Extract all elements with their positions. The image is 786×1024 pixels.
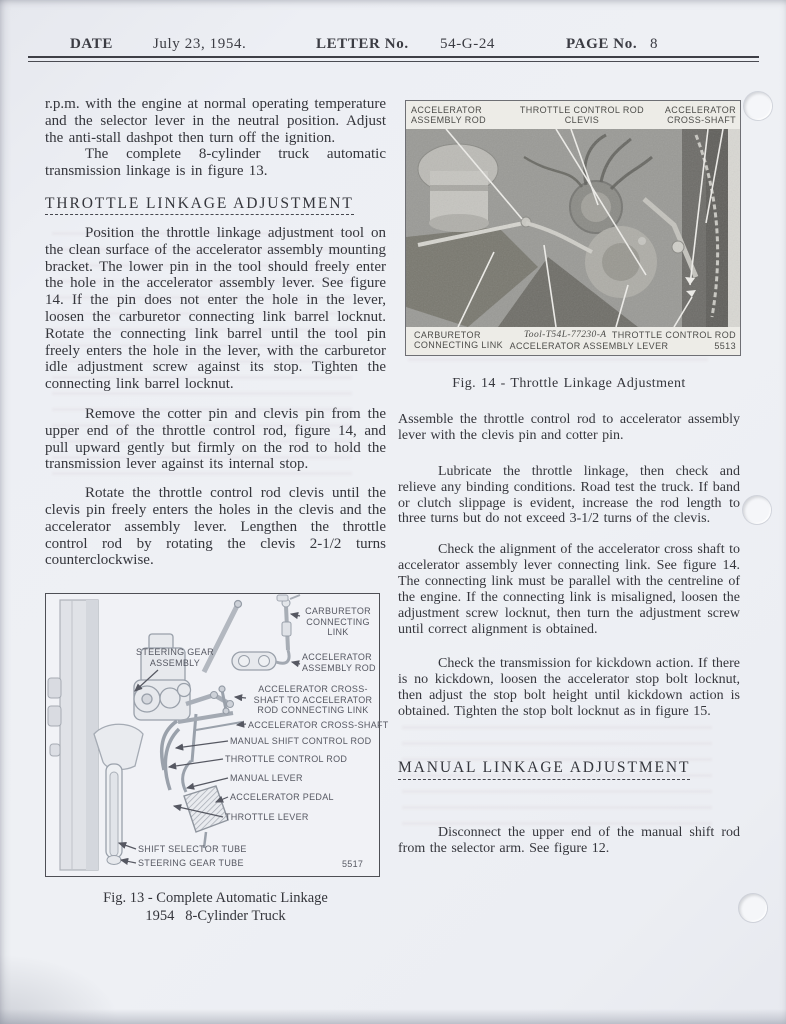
figure-13-diagram [45,593,389,877]
paragraph-disconnect: Disconnect the upper end of the manual shift rod from the selector arm. See figure 12. [398,825,740,857]
fig14-photo-number: 5513 [714,341,736,351]
letter-no-value: 54-G-24 [440,36,496,52]
paragraph-assemble: Assemble the throttle control rod to accelerator assembly lever with the clevis pin and cotter pin. [398,411,740,443]
fig13-label-steering-gear-tube: STEERING GEAR TUBE [138,858,244,869]
paragraph-position-tool: Position the throttle linkage adjustment tool on the clean surface of the accelerator assembly mounting bracket. The lower pin in the tool should freely enter the hole in the accelerator assembly lever. See figure 14. If the pin does not enter the hole in the lever, loosen the carburetor connecting link barrel locknut. Rotate the connecting link barrel until the tool pin freely enters the hole in the lever, with the carburetor idle adjustment screw against its stop. Tighten the connecting link barrel locknut. [45,224,386,393]
section-heading-manual-linkage [398,759,740,777]
fig13-caption-line2: 1954 8-Cylinder Truck [145,908,286,925]
fig13-label-cross-shaft-to-rod-link: ACCELERATOR CROSS-SHAFT TO ACCELERATOR ROD CONNECTING LINK [253,684,373,716]
fig14-label-throttle-control-rod: THROTTLE CONTROL ROD [611,330,736,340]
section-heading-throttle-text: THROTTLE LINKAGE ADJUSTMENT [45,195,354,216]
fig13-label-carburetor-connecting-link: CARBURETOR CONNECTING LINK [305,606,371,638]
paragraph-lubricate: Lubricate the throttle linkage, then check and relieve any binding conditions. Road test the truck. If band or clutch slippage is evident, increase the rod length to three turns but do not exceed 3-1/2 turns of the clevis. [398,463,740,527]
fig13-label-accelerator-assembly-rod: ACCELERATOR ASSEMBLY ROD [302,652,376,673]
fig14-label-accelerator-assembly-lever: ACCELERATOR ASSEMBLY LEVER [509,341,669,351]
section-heading-manual-text: MANUAL LINKAGE ADJUSTMENT [398,759,690,780]
paragraph-complete-linkage: The complete 8-cylinder truck automatic transmission linkage is in figure 13. [45,146,386,180]
fig14-top-label-strip [406,101,740,129]
paragraph-check-alignment: Check the alignment of the accelerator cross shaft to accelerator assembly lever connecting link. See figure 14. The connecting link must be parallel with the centreline of the engine. If the connecting link is misaligned, loosen the adjustment screw locknut, then turn the adjustment screw until correct alignment is obtained. [398,542,740,637]
fig14-bottom-label-strip [406,327,740,355]
date-label: DATE [70,36,113,52]
section-heading-throttle-linkage [45,195,386,213]
header-double-rule [28,56,759,62]
fig13-label-manual-lever: MANUAL LEVER [230,773,303,784]
punch-hole-bottom [739,894,767,922]
fig14-label-carburetor-connecting-link: CARBURETOR CONNECTING LINK [414,330,504,350]
fig13-label-accelerator-pedal: ACCELERATOR PEDAL [230,792,334,803]
fig14-engine-photo [406,129,740,327]
date-value: July 23, 1954. [153,36,247,52]
paragraph-rpm: r.p.m. with the engine at normal operating temperature and the selector lever in the neutral position. Adjust the anti-stall dashpot then turn off the ignition. [45,96,386,146]
fig14-label-accelerator-assembly-rod: ACCELERATOR ASSEMBLY ROD [411,105,486,125]
page-no-value: 8 [650,36,659,52]
fig13-label-manual-shift-control-rod: MANUAL SHIFT CONTROL ROD [230,736,372,747]
fig14-label-throttle-control-rod-clevis: THROTTLE CONTROL ROD CLEVIS [519,105,645,125]
fig14-label-tool-number: Tool-T54L-77230-A [524,330,607,340]
fig13-label-accelerator-cross-shaft: ACCELERATOR CROSS-SHAFT [248,720,389,731]
figure-14-caption: Fig. 14 - Throttle Linkage Adjustment [452,376,686,391]
punch-hole-top [744,92,772,120]
left-column [45,96,389,925]
steering-column-drawing [94,724,143,864]
fig13-label-steering-gear-assembly: STEERING GEAR ASSEMBLY [136,647,214,668]
fig13-label-throttle-control-rod: THROTTLE CONTROL ROD [225,754,348,765]
punch-hole-middle [743,496,771,524]
fig13-caption-line1: Fig. 13 - Complete Automatic Linkage [103,890,328,907]
figure-14-photo [405,100,741,356]
letter-no-label: LETTER No. [316,36,409,52]
page-no-label: PAGE No. [566,36,638,52]
fig14-label-accelerator-cross-shaft: ACCELERATOR CROSS-SHAFT [664,105,736,125]
figure-13-caption [45,889,386,925]
paragraph-check-kickdown: Check the transmission for kickdown action. If there is no kickdown, loosen the accelerator stop bolt locknut, then adjust the stop bolt height until kickdown action is obtained. Tighten the stop bolt locknut as in figure 15. [398,655,740,719]
frame-rail [48,600,98,870]
accelerator-assembly-drawing [232,595,300,670]
fig13-label-throttle-lever: THROTTLE LEVER [225,812,309,823]
paragraph-rotate-clevis: Rotate the throttle control rod clevis until the clevis pin freely enters the holes in the clevis and the accelerator assembly lever. Lengthen the throttle control rod by rotating the clevis 2-1/2 turns counterclockwise. [45,485,386,569]
fig13-drawing-number: 5517 [342,859,364,870]
paragraph-remove-cotter: Remove the cotter pin and clevis pin from the upper end of the throttle control rod, figure 14, and pull upward gently but firmly on the rod to hold the transmission lever against its internal stop. [45,405,386,473]
fig13-label-shift-selector-tube: SHIFT SELECTOR TUBE [138,844,247,855]
right-column [398,100,740,857]
